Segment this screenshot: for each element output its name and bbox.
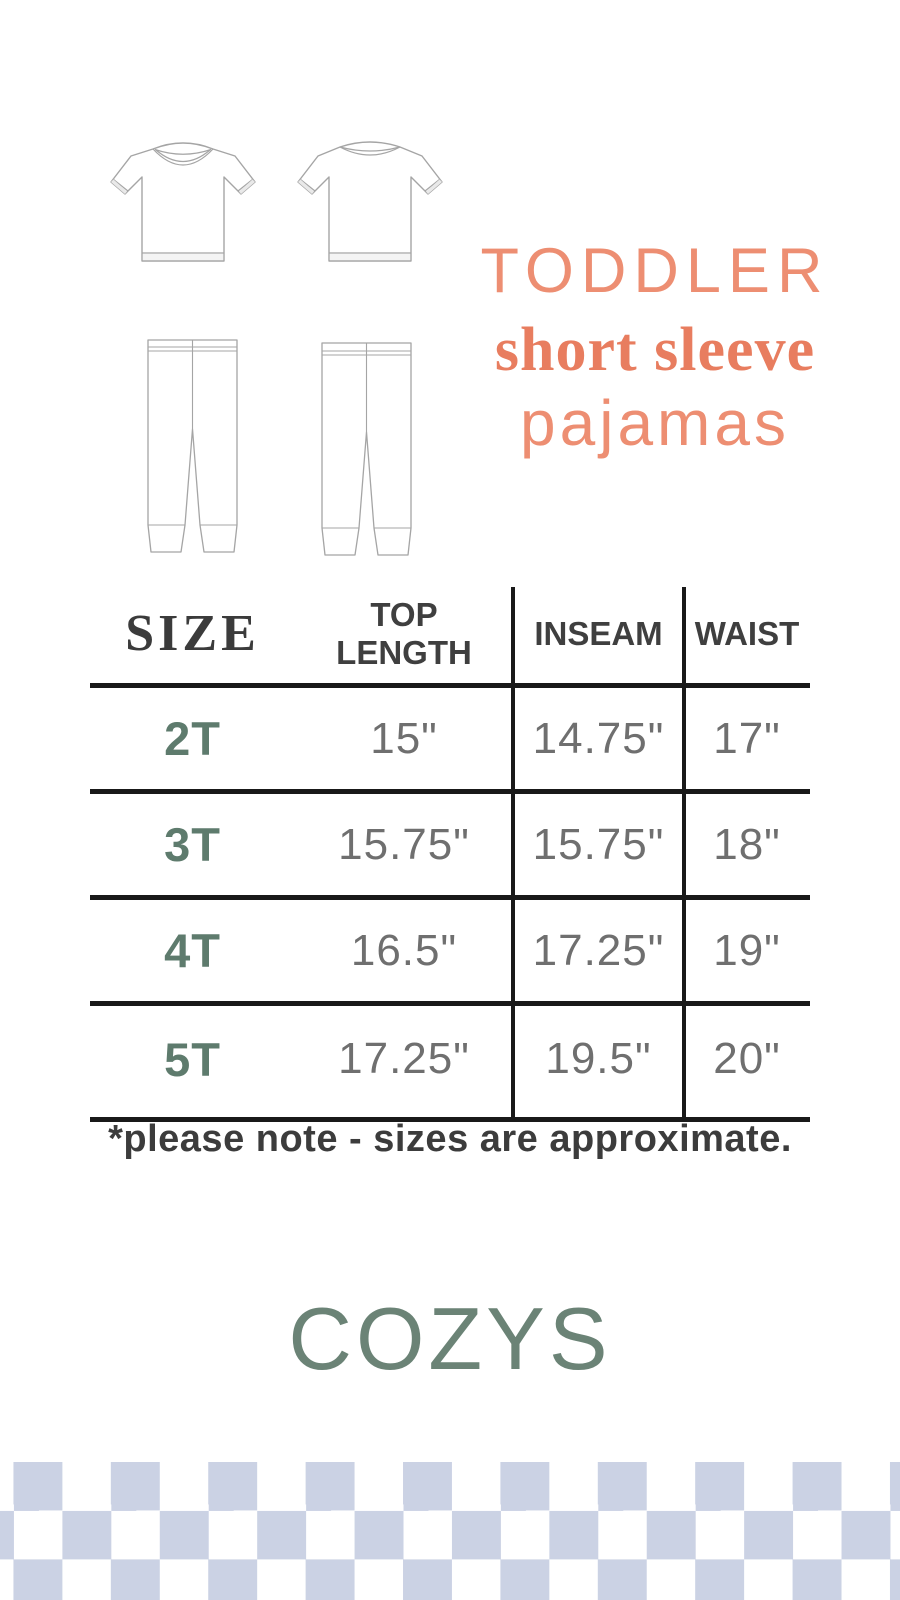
inseam-value: 17.25" — [532, 925, 665, 975]
waist-value: 18" — [713, 819, 781, 869]
size-label: 4T — [164, 924, 221, 977]
size-chart-table — [90, 585, 810, 1122]
top-length-value: 15.75" — [338, 819, 470, 869]
table-row-2t — [90, 688, 810, 794]
inseam-value: 15.75" — [532, 819, 665, 869]
tshirt-back-drawing — [290, 128, 450, 280]
size-label: 2T — [164, 712, 221, 765]
title-short-sleeve: short sleeve — [494, 316, 816, 384]
inseam-value: 14.75" — [532, 713, 665, 763]
checkerboard-footer — [0, 1462, 900, 1600]
inseam-value: 19.5" — [545, 1034, 652, 1083]
table-row-4t — [90, 900, 810, 1006]
waist-value: 17" — [713, 713, 781, 763]
title-pajamas: pajamas — [520, 387, 790, 459]
top-length-value: 16.5" — [350, 925, 458, 975]
tshirt-front-drawing — [103, 128, 263, 280]
header-top-length: TOP LENGTH — [336, 596, 472, 671]
table-vertical-divider-2 — [682, 587, 686, 1117]
waist-value: 19" — [713, 925, 781, 975]
table-header-row — [90, 585, 810, 688]
title-block — [440, 236, 870, 459]
pants-front-drawing — [140, 334, 245, 554]
header-inseam: INSEAM — [534, 615, 663, 653]
title-toddler: TODDLER — [480, 236, 830, 306]
size-label: 3T — [164, 818, 221, 871]
header-size: SIZE — [125, 605, 260, 663]
pants-back-drawing — [314, 337, 419, 557]
top-length-value: 15" — [370, 713, 438, 763]
brand-logo-text: COZYS — [288, 1289, 612, 1388]
waist-value: 20" — [713, 1034, 781, 1083]
table-vertical-divider-1 — [511, 587, 515, 1117]
approximate-sizes-note: *please note - sizes are approximate. — [108, 1118, 792, 1160]
size-label: 5T — [164, 1032, 221, 1086]
table-row-5t — [90, 1006, 810, 1112]
header-waist: WAIST — [694, 615, 800, 653]
top-length-value: 17.25" — [338, 1034, 470, 1083]
table-row-3t — [90, 794, 810, 900]
